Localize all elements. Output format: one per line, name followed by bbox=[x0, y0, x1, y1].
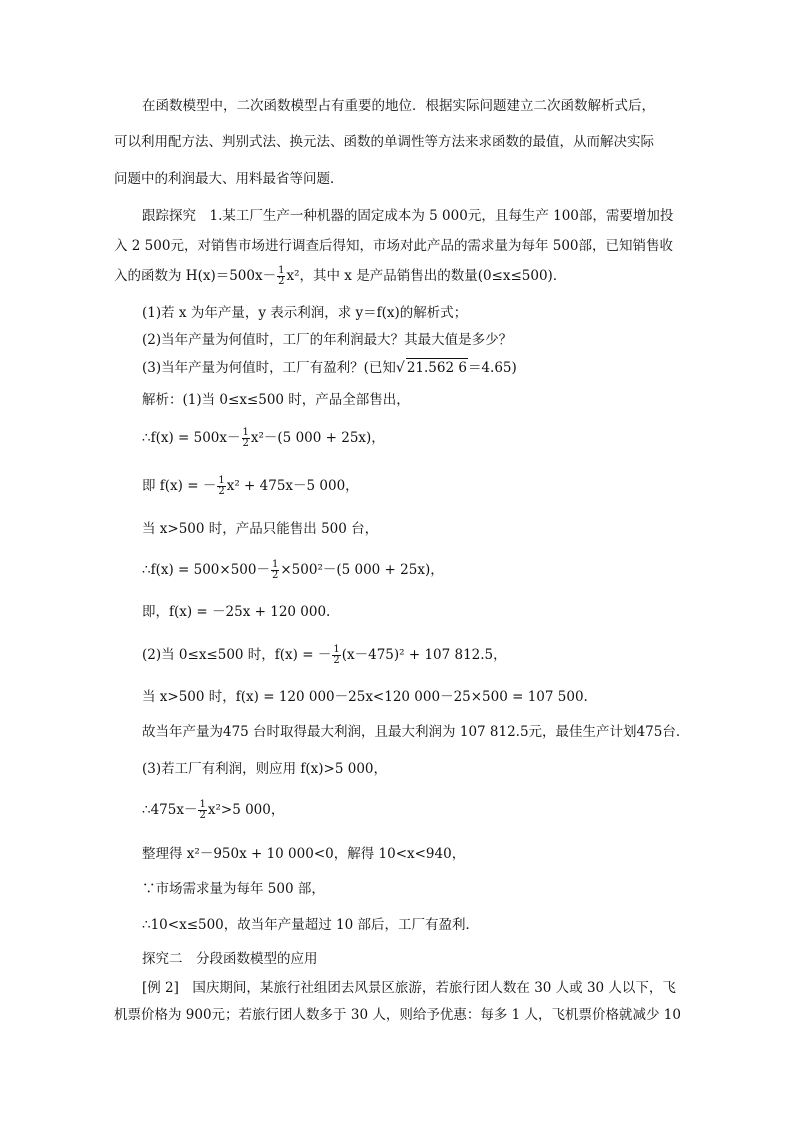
solution-line-4: 当 x>500 时，产品只能售出 500 台， bbox=[142, 521, 379, 537]
fraction-half: $\frac{1}{2}$ bbox=[271, 559, 279, 581]
solution-line-11: ∴475x－ $\frac{1}{2}$ x²>5 000， bbox=[142, 799, 285, 821]
sqrt-symbol: √ bbox=[395, 360, 405, 376]
solution-line-7: (2)当 0≤x≤500 时，f(x) = － $\frac{1}{2}$ (x－475)² + 107 812.5， bbox=[142, 644, 507, 666]
intro-line-2: 可以利用配方法、判别式法、换元法、函数的单调性等方法来求函数的最值，从而解决实际 bbox=[114, 134, 654, 150]
intro-line-3: 问题中的利润最大、用料最省等问题． bbox=[114, 171, 344, 187]
solution-line-12: 整理得 x²－950x + 10 000<0，解得 10<x<940， bbox=[142, 846, 466, 862]
solution-line-5: ∴f(x) = 500×500－ $\frac{1}{2}$ ×500²－(5 000 + 25x)， bbox=[142, 559, 444, 581]
fraction-half: $\frac{1}{2}$ bbox=[242, 427, 249, 449]
sqrt-radicand: 21.562 6 bbox=[406, 360, 467, 376]
question-1: (1)若 x 为年产量，y 表示利润，求 y＝f(x)的解析式； bbox=[142, 305, 468, 321]
solution-line-1: 解析：(1)当 0≤x≤500 时，产品全部售出， bbox=[142, 392, 410, 408]
example-line-1: [例 2] 国庆期间，某旅行社组团去风景区旅游，若旅行团人数在 30 人或 30 人以下，飞 bbox=[142, 980, 676, 996]
question-3: (3)当年产量为何值时，工厂有盈利？(已知√ 21.562 6＝4.65) bbox=[142, 360, 517, 376]
solution-line-9: 故当年产量为475 台时取得最大利润，且最大利润为 107 812.5元，最佳生产计划475台． bbox=[142, 724, 690, 740]
intro-line-1: 在函数模型中，二次函数模型占有重要的地位．根据实际问题建立二次函数解析式后， bbox=[142, 98, 655, 114]
example-line-2: 机票价格为 900元；若旅行团人数多于 30 人，则给予优惠：每多 1 人，飞机票价格就减少 10 bbox=[114, 1007, 681, 1023]
practice-line-2: 入 2 500元，对销售市场进行调查后得知，市场对此产品的需求量为每年 500部，已知销售收 bbox=[114, 238, 673, 254]
practice-line-1: 跟踪探究 1.某工厂生产一种机器的固定成本为 5 000元，且每生产 100部，需要增加投 bbox=[142, 208, 674, 224]
solution-line-2: ∴f(x) = 500x－ $\frac{1}{2}$ x²－(5 000 + 25x)， bbox=[142, 427, 385, 449]
solution-line-8: 当 x>500 时，f(x) = 120 000－25x<120 000－25×500 = 107 500. bbox=[142, 689, 588, 705]
question-2: (2)当年产量为何值时，工厂的年利润最大？其最大值是多少？ bbox=[142, 332, 513, 348]
solution-line-13: ∵市场需求量为每年 500 部， bbox=[142, 881, 325, 897]
fraction-half: $\frac{1}{2}$ bbox=[278, 265, 285, 287]
fraction-half: $\frac{1}{2}$ bbox=[218, 475, 225, 497]
solution-line-3: 即 f(x) = － $\frac{1}{2}$ x² + 475x－5 000， bbox=[142, 475, 359, 497]
fraction-half: $\frac{1}{2}$ bbox=[333, 644, 340, 666]
practice-line-3: 入的函数为 H(x)＝500x－ $\frac{1}{2}$ x²，其中 x 是产品销售出的数量(0≤x≤500)． bbox=[114, 265, 567, 287]
fraction-half: $\frac{1}{2}$ bbox=[199, 799, 206, 821]
solution-line-14: ∴10<x≤500，故当年产量超过 10 部后，工厂有盈利． bbox=[142, 917, 480, 933]
solution-line-6: 即，f(x) = －25x + 120 000. bbox=[142, 604, 331, 620]
section-title: 探究二 分段函数模型的应用 bbox=[142, 951, 318, 967]
solution-line-10: (3)若工厂有利润，则应用 f(x)>5 000， bbox=[142, 761, 388, 777]
